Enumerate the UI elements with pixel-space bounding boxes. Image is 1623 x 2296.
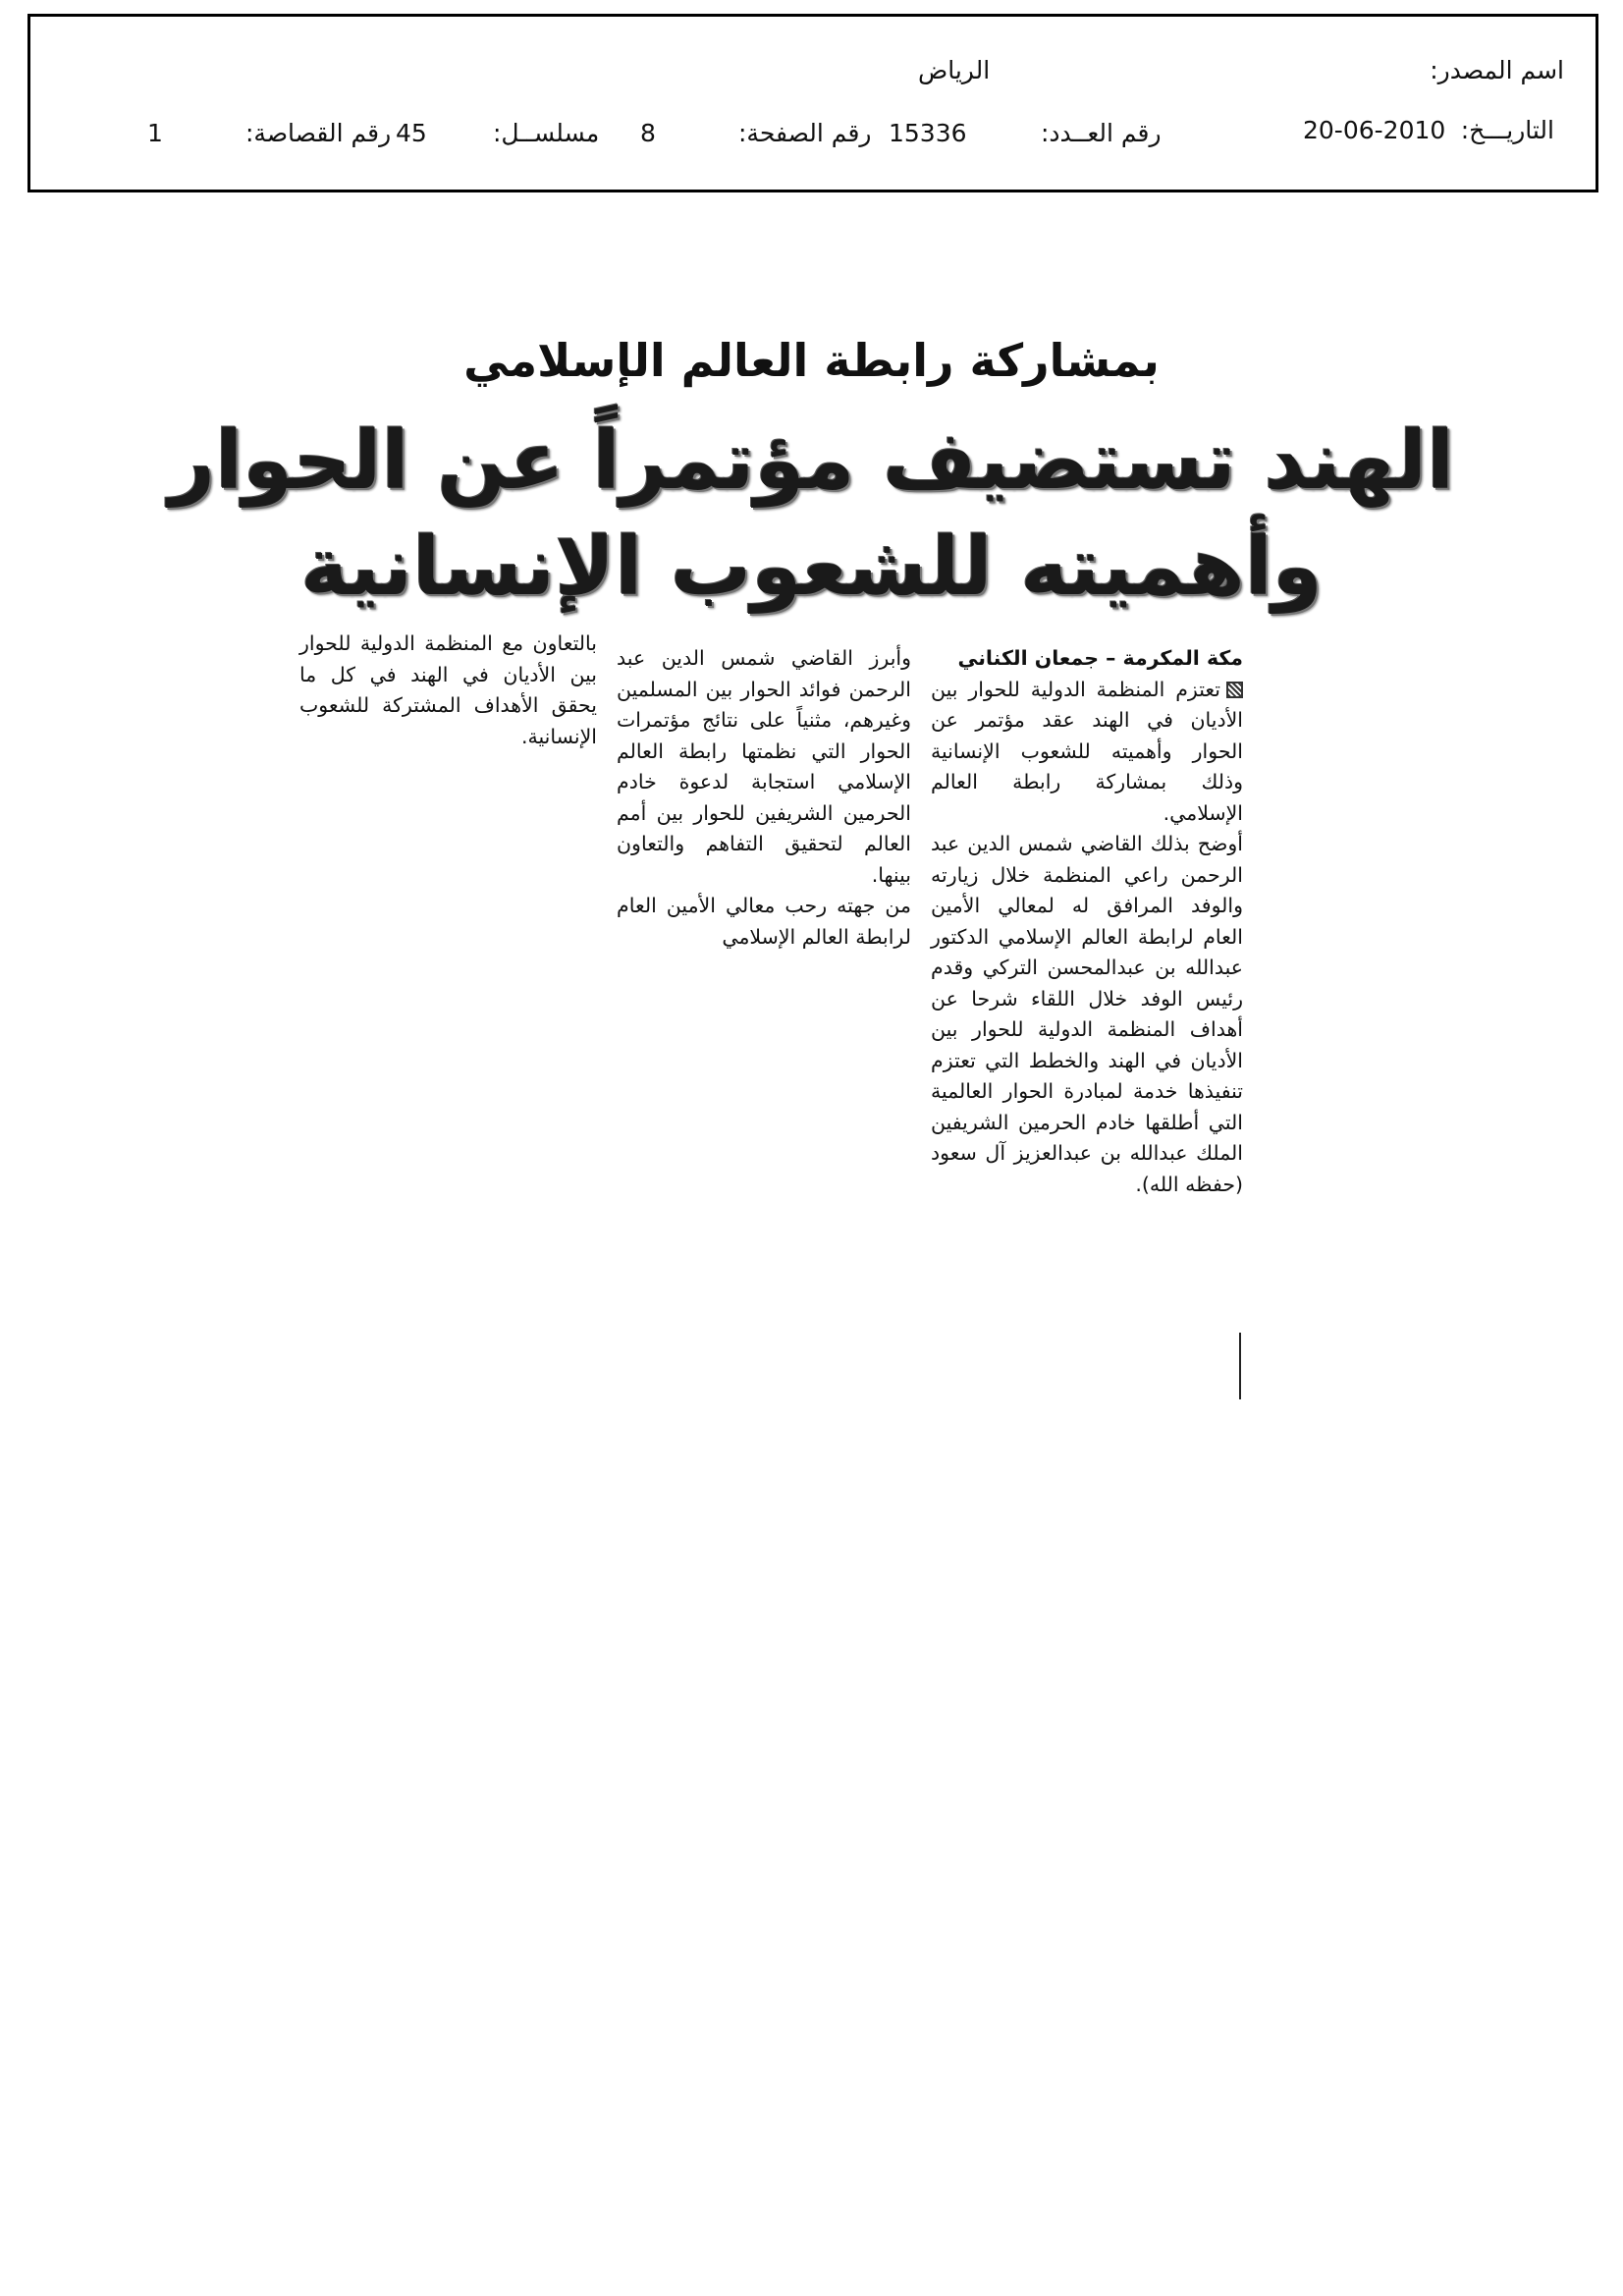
paragraph-2: أوضح بذلك القاضي شمس الدين عبد الرحمن راعي المنظمة خلال زيارته والوفد المرافق له لمعالي الأمين العام لرابطة العالم الإسلامي الدكتور عبدالله بن عبدالمحسن التركي وقدم رئيس الوفد خلال اللقاء شرحا عن أهداف المنظمة الدولية للحوار بين الأديان في الهند والخطط التي تعتزم تنفيذها خدمة لمبادرة الحوار العالمية التي أطلقها خادم الحرمين الشريفين الملك عبدالله بن عبدالعزيز آل سعود (حفظه الله). — [931, 832, 1243, 1196]
paragraph-4: من جهته رحب معالي الأمين العام لرابطة العالم الإسلامي — [617, 894, 911, 949]
article-headline-line-1: الهند تستضيف مؤتمراً عن الحوار — [168, 414, 1455, 508]
date-value: 20-06-2010 — [1303, 116, 1446, 144]
byline: مكة المكرمة – جمعان الكناني — [957, 646, 1243, 670]
article-column-3 — [299, 629, 597, 752]
serial-label: مسلســل: — [493, 119, 600, 147]
column-end-rule — [1239, 1333, 1241, 1399]
clip-label: رقم القصاصة: — [245, 119, 392, 147]
issue-value: 15336 — [889, 119, 967, 147]
paragraph-3: وأبرز القاضي شمس الدين عبد الرحمن فوائد الحوار بين المسلمين وغيرهم، مثنياً على نتائج مؤتمرات الحوار التي نظمتها رابطة العالم الإسلامي استجابة لدعوة خادم الحرمين الشريفين للحوار بين أمم العالم لتحقيق التفاهم والتعاون بينها. — [617, 646, 911, 887]
source-label: اسم المصدر: — [1430, 56, 1564, 84]
serial-value: 45 — [396, 119, 427, 147]
paragraph-1 — [931, 675, 1243, 830]
page-label: رقم الصفحة: — [738, 119, 872, 147]
clip-value: 1 — [147, 119, 163, 147]
article-kicker: بمشاركة رابطة العالم الإسلامي — [463, 334, 1160, 387]
article-column-2 — [617, 643, 911, 953]
article-headline-line-2: وأهميته للشعوب الإنسانية — [300, 520, 1323, 614]
date-label: التاريـــخ: — [1460, 116, 1554, 144]
source-value: الرياض — [918, 56, 991, 84]
paragraph-5: بالتعاون مع المنظمة الدولية للحوار بين الأديان في الهند في كل ما يحقق الأهداف المشتركة للشعوب الإنسانية. — [299, 631, 597, 748]
page-value: 8 — [640, 119, 656, 147]
article-column-1 — [931, 643, 1243, 1200]
issue-label: رقم العــدد: — [1041, 119, 1162, 147]
square-bullet-icon — [1226, 682, 1243, 698]
clipping-header-box — [27, 14, 1598, 192]
paragraph-1-text: تعتزم المنظمة الدولية للحوار بين الأديان في الهند عقد مؤتمر عن الحوار وأهميته للشعوب الإنسانية وذلك بمشاركة رابطة العالم الإسلامي. — [931, 677, 1243, 825]
